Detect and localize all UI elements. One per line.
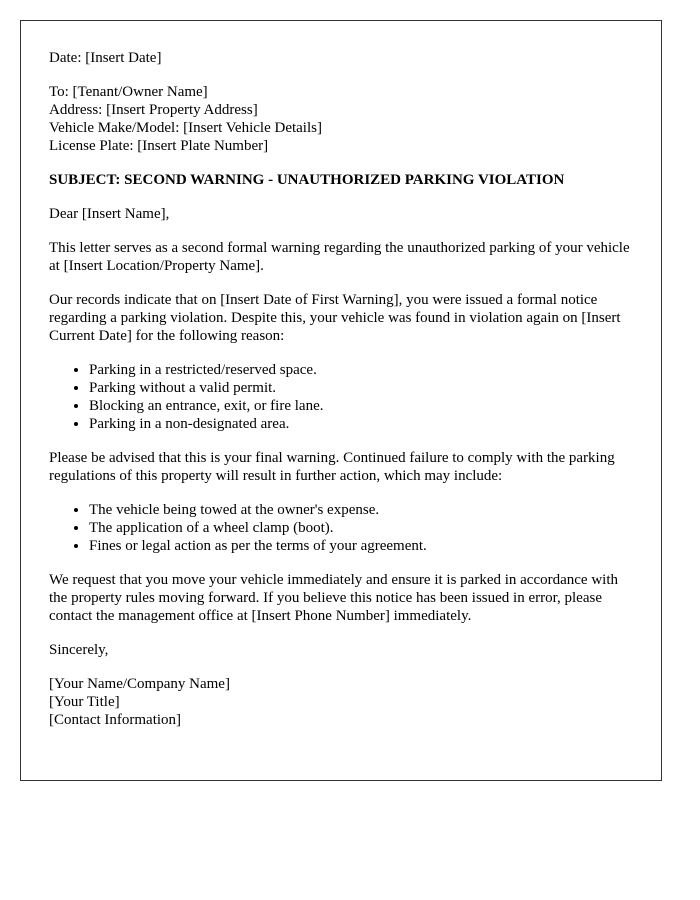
signature-title: [Your Title] <box>49 694 120 710</box>
reasons-list <box>49 361 633 433</box>
salutation: Dear [Insert Name], <box>49 206 170 222</box>
recipient-address: Address: [Insert Property Address] <box>49 102 258 118</box>
list-item: • The application of a wheel clamp (boot). <box>89 519 633 537</box>
recipient-block <box>49 83 633 155</box>
closing: Sincerely, <box>49 642 109 658</box>
signature-name: [Your Name/Company Name] <box>49 676 230 692</box>
recipient-vehicle: Vehicle Make/Model: [Insert Vehicle Details] <box>49 120 322 136</box>
list-item: • Parking without a valid permit. <box>89 379 633 397</box>
recipient-plate: License Plate: [Insert Plate Number] <box>49 138 269 154</box>
date-line: Date: [Insert Date] <box>49 50 162 66</box>
signature-block <box>49 675 633 729</box>
paragraph-request: We request that you move your vehicle immediately and ensure it is parked in accordance with the property rules moving forward. If you believe this notice has been issued in error, please contact the management office at [Insert Phone Number] immediately. <box>49 572 619 624</box>
list-item: • Fines or legal action as per the terms of your agreement. <box>89 537 633 555</box>
subject-line: SUBJECT: SECOND WARNING - UNAUTHORIZED PARKING VIOLATION <box>49 172 565 188</box>
recipient-to: To: [Tenant/Owner Name] <box>49 84 208 100</box>
paragraph-warning: Please be advised that this is your final warning. Continued failure to comply with the parking regulations of this property will result in further action, which may include: <box>49 450 615 484</box>
list-item: • The vehicle being towed at the owner's expense. <box>89 501 633 519</box>
paragraph-intro: This letter serves as a second formal warning regarding the unauthorized parking of your vehicle at [Insert Location/Property Name]. <box>49 240 630 274</box>
signature-contact: [Contact Information] <box>49 712 182 728</box>
list-item: • Parking in a restricted/reserved space. <box>89 361 633 379</box>
paragraph-records: Our records indicate that on [Insert Date of First Warning], you were issued a formal notice regarding a parking violation. Despite this, your vehicle was found in violation again on [Insert Current Date] for the following reason: <box>49 292 621 344</box>
actions-list <box>49 501 633 555</box>
list-item: • Blocking an entrance, exit, or fire lane. <box>89 397 633 415</box>
list-item: • Parking in a non-designated area. <box>89 415 633 433</box>
letter <box>20 20 662 781</box>
